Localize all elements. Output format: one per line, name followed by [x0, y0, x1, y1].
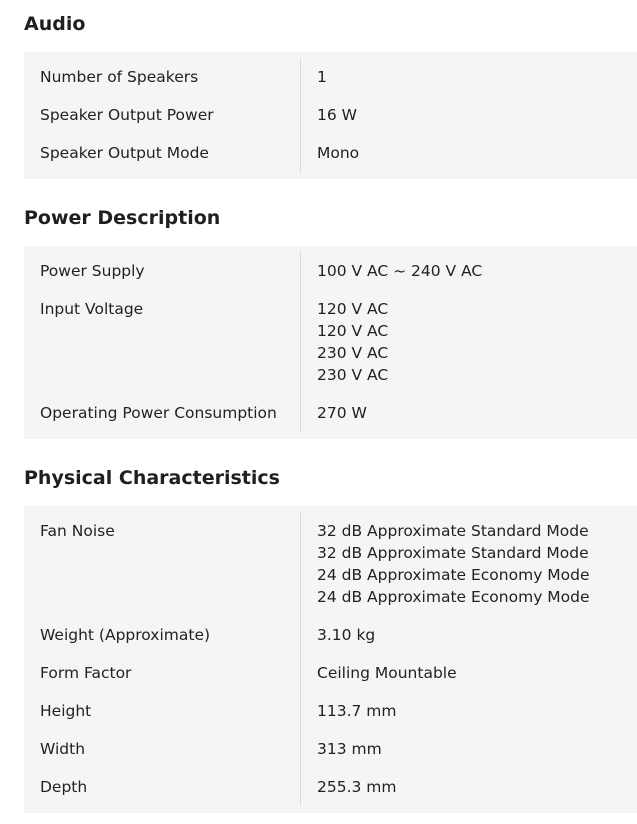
section-physical-characteristics [24, 466, 637, 813]
spec-row [24, 512, 637, 616]
spec-label: Weight (Approximate) [24, 616, 301, 654]
spec-row [24, 692, 637, 730]
spec-label: Power Supply [24, 252, 301, 290]
spec-value: 113.7 mm [317, 702, 397, 720]
spec-values [301, 290, 388, 394]
spec-row [24, 616, 637, 654]
spec-label: Number of Speakers [24, 58, 301, 96]
section-audio [24, 12, 637, 179]
spec-value: 32 dB Approximate Standard Mode [317, 522, 589, 540]
spec-values [301, 692, 397, 730]
spec-label: Input Voltage [24, 290, 301, 394]
spec-label: Depth [24, 768, 301, 806]
spec-value: 230 V AC [317, 366, 389, 384]
spec-values [301, 252, 482, 290]
spec-table [24, 246, 637, 439]
section-title: Physical Characteristics [24, 467, 280, 489]
spec-values [301, 512, 590, 616]
spec-values [301, 96, 357, 134]
spec-values [301, 768, 397, 806]
spec-table [24, 52, 637, 179]
spec-value: Mono [317, 144, 360, 162]
spec-row [24, 730, 637, 768]
spec-row [24, 134, 637, 172]
spec-values [301, 654, 457, 692]
spec-row [24, 252, 637, 290]
spec-label: Speaker Output Mode [24, 134, 301, 172]
spec-row [24, 58, 637, 96]
spec-label: Operating Power Consumption [24, 394, 301, 432]
spec-values [301, 58, 327, 96]
spec-value: 1 [317, 68, 327, 86]
spec-label: Speaker Output Power [24, 96, 301, 134]
spec-value: 120 V AC [317, 300, 389, 318]
spec-table [24, 506, 637, 813]
spec-label: Height [24, 692, 301, 730]
spec-value: 313 mm [317, 740, 382, 758]
spec-values [301, 134, 359, 172]
section-title: Audio [24, 13, 86, 35]
spec-label: Width [24, 730, 301, 768]
spec-label: Fan Noise [24, 512, 301, 616]
spec-row [24, 290, 637, 394]
spec-value: 120 V AC [317, 322, 389, 340]
spec-value: 255.3 mm [317, 778, 397, 796]
spec-value: 16 W [317, 106, 357, 124]
section-title: Power Description [24, 207, 221, 229]
spec-value: Ceiling Mountable [317, 664, 457, 682]
spec-row [24, 394, 637, 432]
spec-row [24, 768, 637, 806]
spec-values [301, 730, 382, 768]
spec-value: 270 W [317, 404, 367, 422]
spec-value: 100 V AC ~ 240 V AC [317, 262, 483, 280]
spec-row [24, 96, 637, 134]
spec-value: 24 dB Approximate Economy Mode [317, 566, 590, 584]
spec-value: 3.10 kg [317, 626, 376, 644]
spec-values [301, 616, 375, 654]
spec-row [24, 654, 637, 692]
spec-value: 230 V AC [317, 344, 389, 362]
spec-values [301, 394, 367, 432]
section-power-description [24, 206, 637, 439]
spec-label: Form Factor [24, 654, 301, 692]
spec-value: 32 dB Approximate Standard Mode [317, 544, 589, 562]
spec-value: 24 dB Approximate Economy Mode [317, 588, 590, 606]
